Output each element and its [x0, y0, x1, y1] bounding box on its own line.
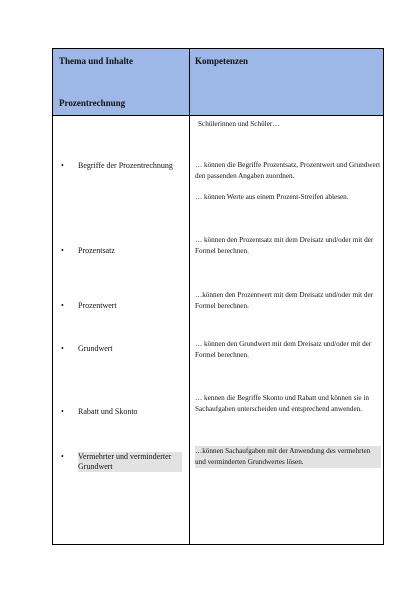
competency-text: … können die Begriffe Prozentsatz, Prozentwert und Grundwert den passenden Angaben zuordnen. — [195, 161, 381, 180]
topic-label: Prozentsatz — [78, 246, 115, 255]
competency-text: …können den Prozentwert mit dem Dreisatz und/oder mit der Formel berechnen. — [195, 291, 374, 310]
bullet: • — [61, 344, 64, 353]
header-cell-topics — [53, 49, 189, 115]
topic-label: Grundwert — [78, 344, 113, 353]
bullet: • — [61, 452, 64, 461]
competency-text: … können den Grundwert mit dem Dreisatz und/oder mit der Formel berechnen. — [195, 340, 372, 359]
competency-text: …können Sachaufgaben mit der Anwendung des vermehrten und verminderten Grundwertes lösen. — [195, 446, 381, 468]
bullet: • — [61, 161, 64, 170]
competency-text: … kennen die Begriffe Skonto und Rabatt und können sie in Sachaufgaben unterscheiden und entsprechend anwenden. — [195, 394, 369, 413]
topic-label: Begriffe der Prozentrechnung — [78, 161, 173, 170]
header-title-competencies: Kompetenzen — [195, 56, 248, 66]
bullet: • — [61, 246, 64, 255]
bullet: • — [61, 301, 64, 310]
topic-label: Rabatt und Skonto — [78, 407, 138, 416]
topic-label: Vermehrter und verminderter Grundwert — [78, 452, 182, 472]
header-subtitle-topic: Prozentrechnung — [59, 98, 126, 108]
curriculum-table — [52, 48, 384, 545]
intro-text: Schülerinnen und Schüler… — [198, 120, 280, 128]
competency-text: … können den Prozentsatz mit dem Dreisatz und/oder mit der Formel berechnen. — [195, 236, 374, 255]
header-cell-competencies — [190, 49, 383, 115]
header-divider — [53, 115, 383, 116]
bullet: • — [61, 407, 64, 416]
column-divider — [189, 49, 190, 544]
topic-label: Prozentwert — [78, 301, 117, 310]
competency-text: … können Werte aus einem Prozent-Streifen ablesen. — [195, 193, 349, 201]
header-title-topics: Thema und Inhalte — [59, 56, 134, 66]
